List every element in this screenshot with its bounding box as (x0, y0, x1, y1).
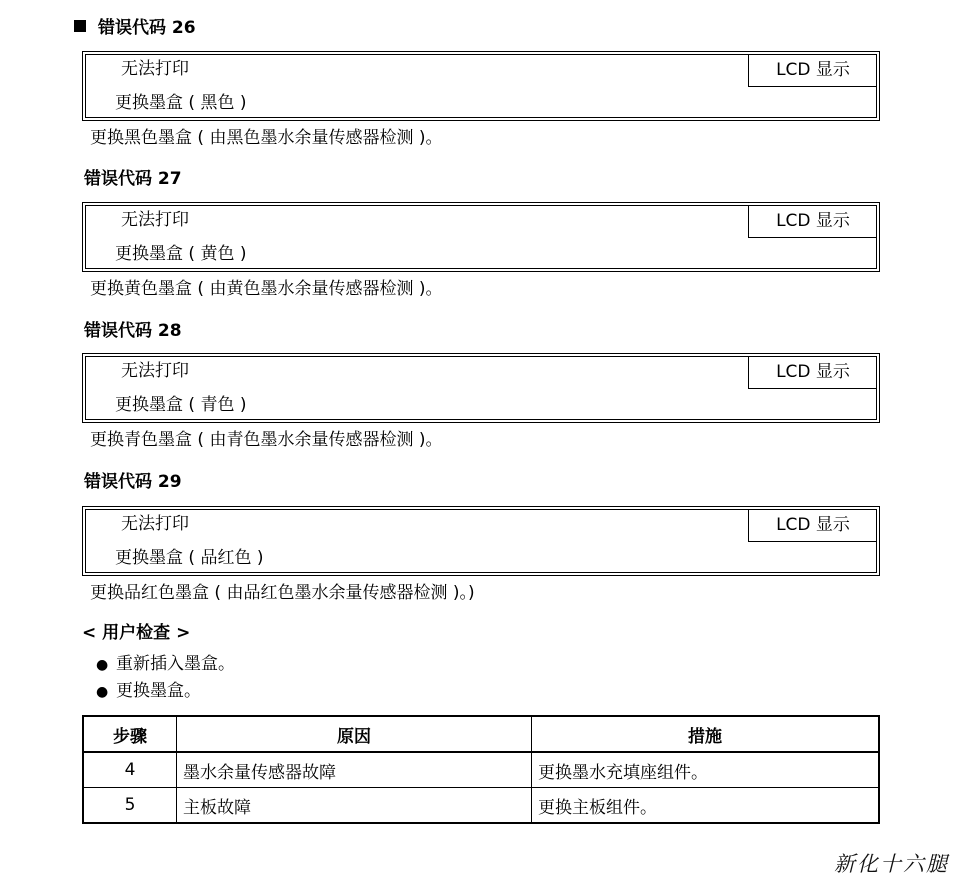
lcd-message-line1: 无法打印 (121, 210, 189, 230)
lcd-display-label: LCD 显示 (748, 205, 877, 238)
user-check-list (96, 651, 235, 705)
section-description-28: 更换青色墨盒 ( 由青色墨水余量传感器检测 )。 (90, 430, 443, 450)
cell-action: 更换主板组件。 (532, 788, 880, 824)
section-heading-29: 错误代码 29 (84, 472, 182, 492)
lcd-box-29 (82, 506, 880, 576)
header-step: 步骤 (83, 716, 177, 752)
lcd-display-label: LCD 显示 (748, 509, 877, 542)
lcd-message-line1: 无法打印 (121, 361, 189, 381)
cell-cause: 主板故障 (177, 788, 532, 824)
section-description-26: 更换黑色墨盒 ( 由黑色墨水余量传感器检测 )。 (90, 128, 443, 148)
cell-step: 5 (83, 788, 177, 824)
cell-cause: 墨水余量传感器故障 (177, 752, 532, 788)
list-item: ● 重新插入墨盒。 (96, 651, 235, 678)
lcd-display-label: LCD 显示 (748, 356, 877, 389)
header-cause: 原因 (177, 716, 532, 752)
section-description-27: 更换黄色墨盒 ( 由黄色墨水余量传感器检测 )。 (90, 279, 443, 299)
lcd-message-line2: 更换墨盒 ( 品红色 ) (115, 548, 264, 568)
watermark-text: 新化十六腿 (834, 852, 949, 876)
section-description-29: 更换品红色墨盒 ( 由品红色墨水余量传感器检测 )。) (90, 583, 475, 603)
user-check-title: < 用户检查 > (82, 623, 191, 643)
list-item: ● 更换墨盒。 (96, 678, 235, 705)
lcd-message-line1: 无法打印 (121, 514, 189, 534)
header-action: 措施 (532, 716, 880, 752)
section-heading-28: 错误代码 28 (84, 321, 182, 341)
cell-action: 更换墨水充填座组件。 (532, 752, 880, 788)
lcd-message-line2: 更换墨盒 ( 黄色 ) (115, 244, 247, 264)
lcd-box-28 (82, 353, 880, 423)
cell-step: 4 (83, 752, 177, 788)
lcd-display-label: LCD 显示 (748, 54, 877, 87)
troubleshooting-table (82, 715, 880, 824)
lcd-message-line2: 更换墨盒 ( 青色 ) (115, 395, 247, 415)
table-row (83, 752, 879, 788)
bullet-dot-icon: ● (96, 657, 109, 673)
table-header-row (83, 716, 879, 752)
lcd-message-line2: 更换墨盒 ( 黑色 ) (115, 93, 247, 113)
lcd-box-26 (82, 51, 880, 121)
bullet-dot-icon: ● (96, 684, 109, 700)
lcd-box-27 (82, 202, 880, 272)
section-heading-26: 错误代码 26 (74, 17, 196, 39)
section-heading-27: 错误代码 27 (84, 169, 182, 189)
square-bullet-icon (74, 20, 86, 32)
lcd-message-line1: 无法打印 (121, 59, 189, 79)
table-row (83, 788, 879, 824)
